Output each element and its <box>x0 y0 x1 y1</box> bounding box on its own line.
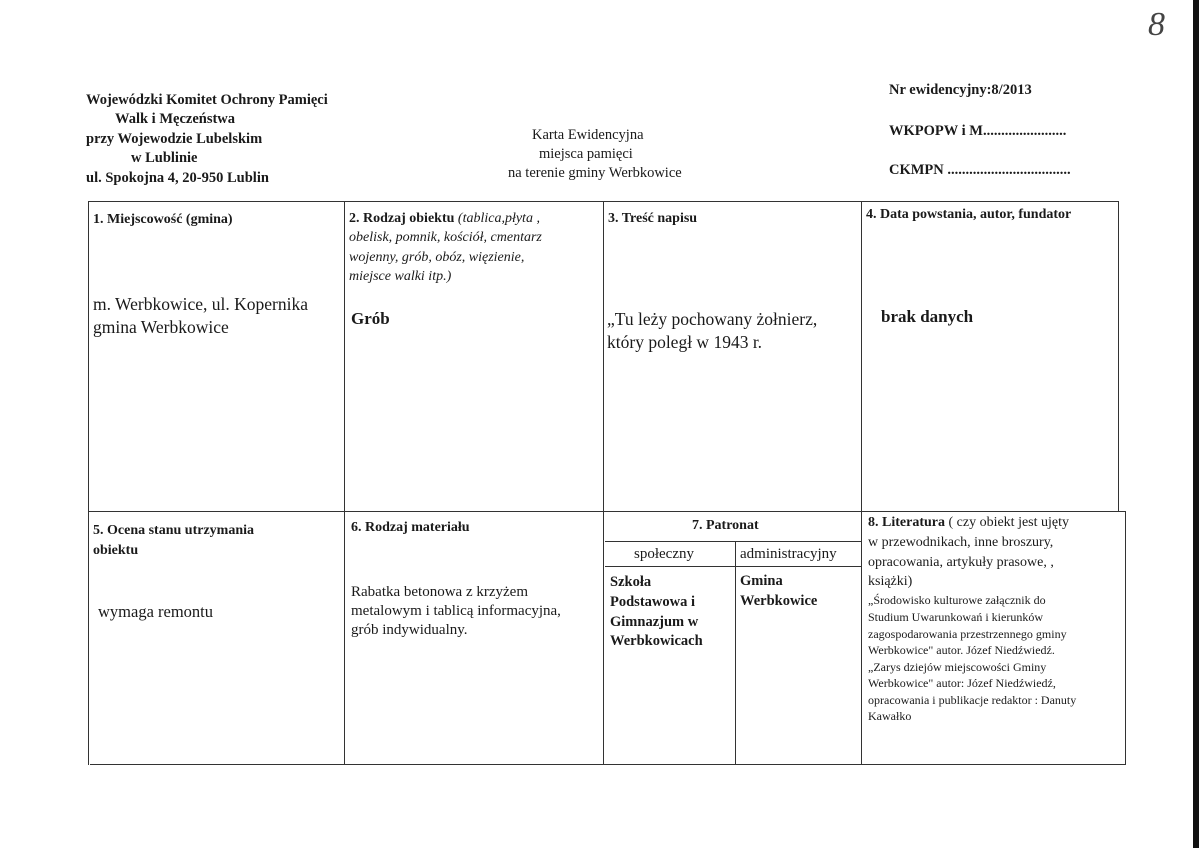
field-7-sub-admin: administracyjny <box>740 546 837 562</box>
field-2-hint-line-1: (tablica,płyta , <box>457 211 540 226</box>
patronat-divider <box>735 541 736 765</box>
table-left-border <box>88 201 89 765</box>
patronat-val-border <box>605 566 861 567</box>
table-bottom-border <box>90 764 1126 765</box>
registry-number: Nr ewidencyjny:8/2013 <box>889 82 1032 98</box>
field-7-social-line-1: Szkoła <box>610 574 652 590</box>
field-6-value-line-3: grób indywidualny. <box>351 622 468 638</box>
field-8-lit-line-4: Werbkowice" autor. Józef Niedźwiedź. <box>868 643 1055 657</box>
field-2-title-text: 2. Rodzaj obiektu <box>349 211 455 226</box>
patronat-sub-border <box>605 541 861 542</box>
field-3-value-line-2: który poległ w 1943 r. <box>607 332 763 352</box>
field-8-intro-line-1: ( czy obiekt jest ujęty <box>948 515 1070 530</box>
card-title: Karta Ewidencyjna <box>532 127 644 143</box>
page-number-mark: 8 <box>1148 6 1165 43</box>
institution-line-4: w Lublinie <box>131 150 198 166</box>
field-8-intro-line-4: książki) <box>868 574 913 589</box>
institution-line-2: Walk i Męczeństwa <box>115 111 236 127</box>
field-4-title: 4. Data powstania, autor, fundator <box>866 207 1072 222</box>
field-8-lit-line-2: Studium Uwarunkowań i kierunków <box>868 610 1043 624</box>
field-8-intro-line-2: w przewodnikach, inne broszury, <box>868 535 1054 550</box>
card-subtitle: miejsca pamięci <box>539 146 633 162</box>
field-2-hint-line-3: wojenny, grób, obóz, więzienie, <box>349 250 525 265</box>
field-8-lit-line-5: „Zarys dziejów miejscowości Gminy <box>868 660 1047 674</box>
field-1-value-line-1: m. Werbkowice, ul. Kopernika <box>93 294 309 314</box>
ckmpn-field: CKMPN .................................. <box>889 162 1071 178</box>
field-2-hint-line-2: obelisk, pomnik, kościół, cmentarz <box>349 230 542 245</box>
field-8-intro-line-3: opracowania, artykuły prasowe, , <box>868 555 1054 570</box>
field-8-lit-line-6: Werbkowice" autor: Józef Niedźwiedź, <box>868 676 1056 690</box>
institution-line-3: przy Wojewodzie Lubelskim <box>86 131 263 147</box>
field-6-value-line-2: metalowym i tablicą informacyjna, <box>351 603 561 619</box>
field-5-value: wymaga remontu <box>98 602 214 621</box>
field-6-title: 6. Rodzaj materiału <box>351 520 470 535</box>
field-5-title-line-2: obiektu <box>93 543 139 558</box>
field-7-admin-line-2: Werbkowice <box>740 593 818 609</box>
field-3-title: 3. Treść napisu <box>608 211 698 226</box>
field-8-title-line-1 <box>868 514 1069 532</box>
field-2-value: Grób <box>351 309 390 328</box>
row1-right-border <box>1118 201 1119 512</box>
field-1-value-line-2: gmina Werbkowice <box>93 317 229 337</box>
field-8-lit-line-7: opracowania i publikacje redaktor : Danuty <box>868 693 1077 707</box>
field-4-value: brak danych <box>881 307 974 326</box>
field-8-title: 8. Literatura <box>868 515 945 530</box>
field-5-title-line-1: 5. Ocena stanu utrzymania <box>93 523 254 538</box>
field-1-title: 1. Miejscowość (gmina) <box>93 212 233 227</box>
field-6-value-line-1: Rabatka betonowa z krzyżem <box>351 584 529 600</box>
field-7-sub-social: społeczny <box>634 546 694 562</box>
field-8-lit-line-8: Kawałko <box>868 709 912 723</box>
row2-right-border <box>1125 511 1126 765</box>
table-mid-border <box>88 511 1126 512</box>
field-7-social-line-3: Gimnazjum w <box>610 614 699 630</box>
col-divider-3 <box>861 201 862 765</box>
field-2-title <box>349 209 540 228</box>
field-7-social-line-2: Podstawowa i <box>610 594 695 610</box>
card-area: na terenie gminy Werbkowice <box>508 165 682 181</box>
field-7-title: 7. Patronat <box>692 518 759 533</box>
wkpopw-field: WKPOPW i M....................... <box>889 123 1067 139</box>
institution-line-1: Wojewódzki Komitet Ochrony Pamięci <box>86 92 328 108</box>
scan-edge <box>1193 0 1199 848</box>
col-divider-1 <box>344 201 345 765</box>
field-3-value-line-1: „Tu leży pochowany żołnierz, <box>607 309 818 329</box>
field-2-hint-line-4: miejsce walki itp.) <box>349 269 452 284</box>
institution-address: ul. Spokojna 4, 20-950 Lublin <box>86 170 269 186</box>
col-divider-2 <box>603 201 604 765</box>
field-8-lit-line-1: „Środowisko kulturowe załącznik do <box>868 593 1046 607</box>
field-8-lit-line-3: zagospodarowania przestrzennego gminy <box>868 627 1067 641</box>
field-7-admin-line-1: Gmina <box>740 573 783 589</box>
field-7-social-line-4: Werbkowicach <box>610 633 703 649</box>
